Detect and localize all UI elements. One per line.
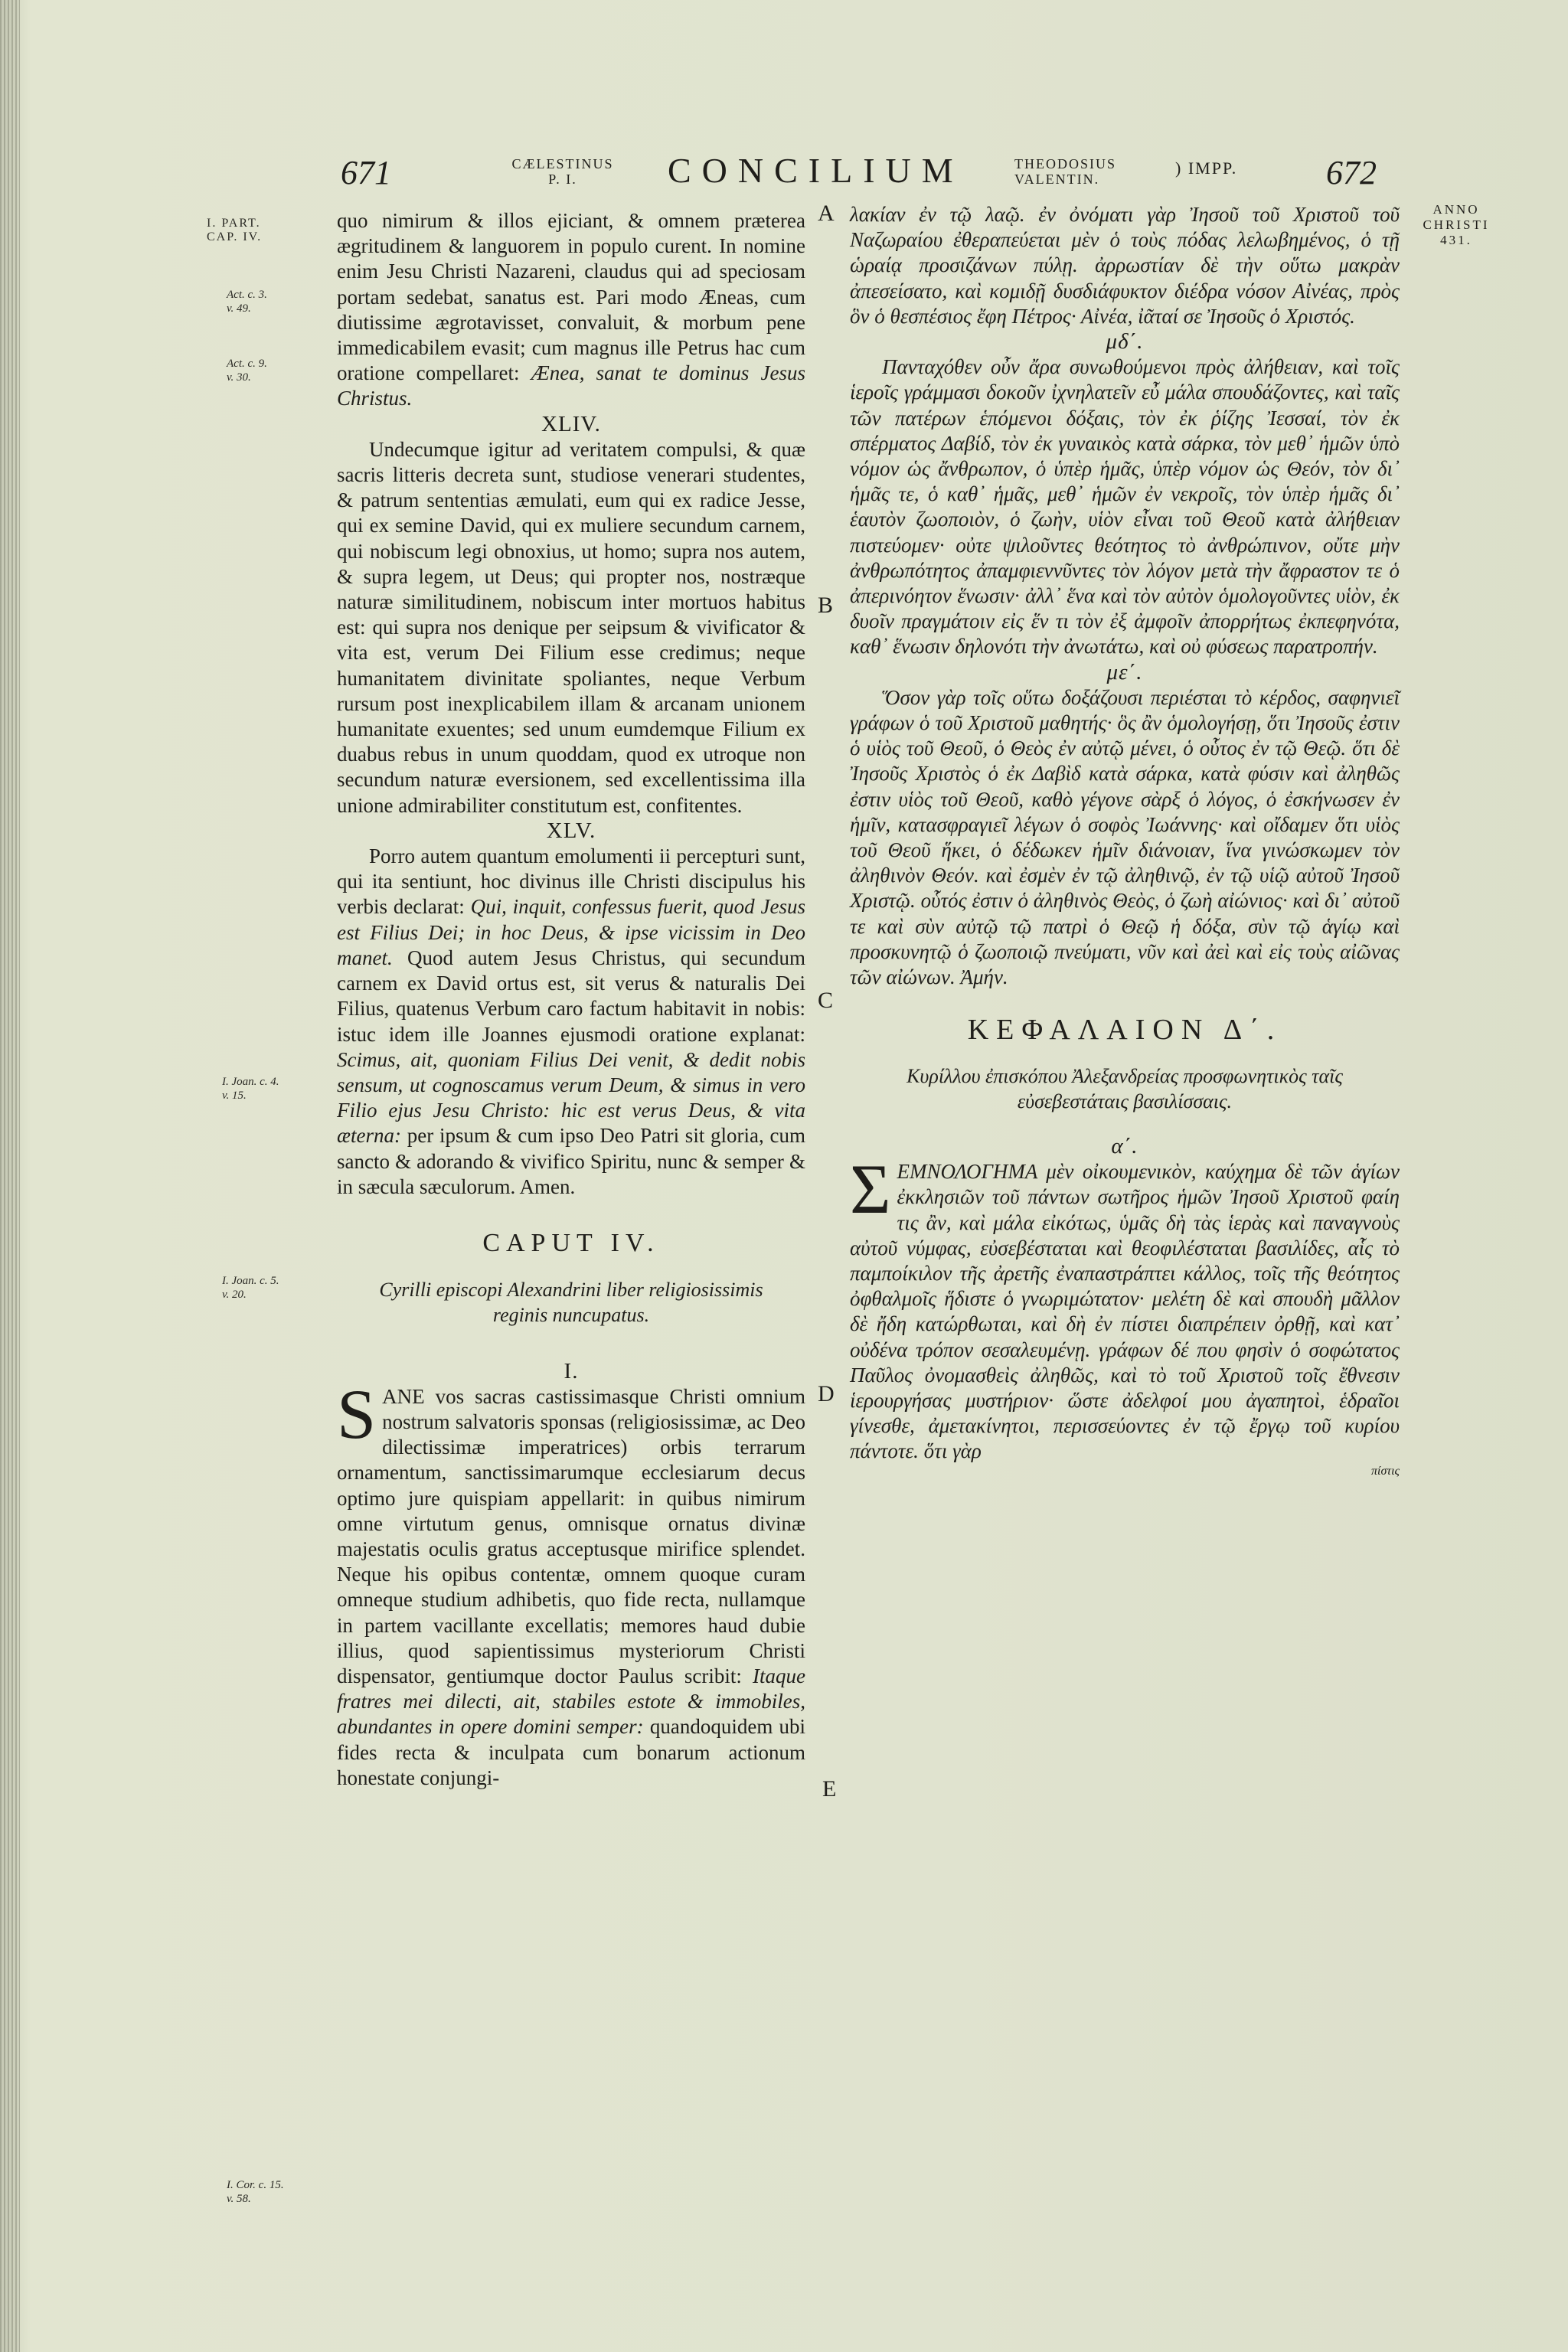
latin-chapter-subtitle: Cyrilli episcopi Alexandrini liber religiosissimis reginis nuncupatus. — [379, 1279, 763, 1327]
greek-drop-cap: Σ — [850, 1150, 891, 1229]
greek-para-4: ΣΕΜΝΟΛΟΓΗΜΑ μὲν οἰκουμενικὸν, καύχημα δὲ τῶν ἁγίων ἐκκλησιῶν τοῦ πάντων σωτῆρος ἡμῶν Ἰησοῦ Χριστοῦ φαίη τις ἂν, καὶ μάλα εἰκότως, ὑμᾶς δὴ τὰς ἱερὰς καὶ παναγνοὺς αὐτοῦ νύμφας, εὐσεβέσταται καὶ θεοφιλέσταται βασιλίδες, αἷς τὸ παμποίκιλον τῆς ἀρετῆς ἐναπαστράπτει κάλλος, τοῖς τῆς θεότητος ὀφθαλμοῖς ἥδιστε ὁ γνωριμώτατον· μελέτη δὲ καὶ σπουδὴ μᾶλλον δὲ ἤδη κατώρθωται, καὶ δὴ ἐν πίστει διαπρέπειν ὀρθῇ, καὶ κατ᾽ οὐδένα τρόπον σεσαλευμένῃ. γράφων δέ που φησὶν ὁ σοφώτατος Παῦλος ὀνομασθεὶς ἀληθῶς, καὶ τὸ τοῦ Χριστοῦ τοῖς ἔθνεσιν ἱερουργήσας μυστήριον· ὥστε ἀδελφοί μου ἀγαπητοὶ, ἑδραῖοι γίνεσθε, ἀμετακίνητοι, περισσεύοντες ἐν τῷ ἔργῳ τοῦ κυρίου πάντοτε. ὅτι γὰρ — [850, 1150, 1400, 1463]
margin-anno-christi: ANNO CHRISTI 431. — [1423, 202, 1490, 247]
greek-para-1: λακίαν ἐν τῷ λαῷ. ἐν ὀνόματι γὰρ Ἰησοῦ τοῦ Χριστοῦ τοῦ Ναζωραίου ἐθεραπεύεται μὲν ὁ τοὺς πόδας λελωβημένος, ὁ τῇ ὡραίᾳ προσιζάνων πύλῃ. ἀρρωστίαν δὲ τὴν οὕτω μακρὰν ἀπεσείσατο, καὶ κομιδῇ δυσδιάφυκτον διέδρα νόσον Αἰνέας, πρὸς ὃν ὁ θεσπέσιος ἔφη Πέτρος· Αἰνέα, ἰᾶταί σε Ἰησοῦς ὁ Χριστός. — [850, 203, 1400, 328]
running-head — [0, 150, 1568, 204]
latin-para-3: Porro autem quantum emolumenti ii percepturi sunt, qui ita sentiunt, hoc divinus ille Christi discipulus his verbis declarat: Qui, inquit, confessus fuerit, quod Jesus est Filius Dei; in hoc Deus, & ipse vicissim in Deo manet. Quod autem Jesus Christus, qui secundum carnem ex David ortus est, sit verus & naturalis Dei Filius, quatenus Verbum caro factum habitavit in nobis: istuc idem ille Joannes ejusmodi oratione explanat: Scimus, ait, quoniam Filius Dei venit, & dedit nobis sensum, ut cognoscamus verum Deum, & simus in vero Filio ejus Jesu Christo: hic est verus Deus, & vita æterna: per ipsum & cum ipso Deo Patri sit gloria, cum sancto & adorando & vivifico Spiritu, nunc & semper & in sæcula sæculorum. Amen. — [337, 844, 805, 1198]
latin-para-1: quo nimirum & illos ejiciant, & omnem præterea ægritudinem & languorem in populo curent. In nomine enim Jesu Christi Nazareni, claudus qui ad speciosam portam sedebat, sanatus est. Pari modo Æneas, cum diutissime ægrotavisset, convaluit, & morbum pene immedicabilem evasit; cum magnus ille Petrus hac cum oratione compellaret: Ænea, sanat te dominus Jesus Christus. — [337, 209, 806, 410]
header-left-small-2: P. I. — [548, 172, 577, 187]
margin-ref-1cor-15: I. Cor. c. 15. v. 58. — [227, 2179, 284, 2205]
latin-heading-45: XLV. — [546, 818, 596, 843]
header-left-small-1: CÆLESTINUS — [511, 156, 614, 172]
binding-gutter — [0, 0, 20, 2352]
header-left-small — [475, 156, 651, 187]
section-letter-c: C — [818, 988, 834, 1013]
margin-ref-1joan-5: I. Joan. c. 5. v. 20. — [222, 1275, 279, 1301]
margin-ref-1joan-4: I. Joan. c. 4. v. 15. — [222, 1076, 279, 1102]
latin-column — [337, 208, 805, 1791]
header-right-small-1: THEODOSIUS — [1014, 156, 1117, 172]
greek-column — [850, 202, 1400, 1478]
section-letter-e: E — [822, 1776, 837, 1802]
greek-heading-44: μδ΄. — [1106, 329, 1144, 354]
header-title: CONCILIUM — [668, 151, 964, 190]
greek-heading-45: με΄. — [1106, 659, 1143, 684]
section-letter-b: B — [818, 593, 834, 618]
latin-para-4: SANE vos sacras castissimasque Christi omnium nostrum salvatoris sponsas (religiosissimæ, ac Deo dilectissimæ imperatrices) orbis terrarum ornamentum, sanctissimarumque ecclesiarum decus optimo jure quispiam appellarit: in quibus nimirum omne virtutum genus, omnisque ornatus divinæ majestatis oculis gratus acceptusque mirifice splendet. Neque his opibus contentæ, omnem quoque curam omneque studium adhibetis, quo fide recta, nullamque in partem vacillante excellatis; memores haud dubie illius, quod sapientissimus mysteriorum Christi dispensator, gentiumque doctor Paulus scribit: Itaque fratres mei dilecti, ait, stabiles estote & immobiles, abundantes in opere domini semper: quandoquidem ubi fides recta & inculpata cum bonarum actionum honestate conjungi- — [337, 1374, 806, 1789]
latin-heading-1: I. — [564, 1358, 579, 1383]
greek-heading-1: α΄. — [1111, 1133, 1138, 1158]
greek-chapter-subtitle: Κυρίλλου ἐπισκόπου Ἀλεξανδρείας προσφωνητικὸς ταῖς εὐσεβεστάταις βασιλίσσαις. — [906, 1064, 1343, 1112]
header-impp: ) IMPP. — [1175, 158, 1238, 178]
latin-caput-title: CAPUT IV. — [482, 1228, 660, 1257]
greek-para-3: Ὅσον γὰρ τοῖς οὕτω δοξάζουσι περιέσται τὸ κέρδος, σαφηνιεῖ γράφων ὁ τοῦ Χριστοῦ μαθητής· ὃς ἂν ὁμολογήσῃ, ὅτι Ἰησοῦς ἐστιν ὁ υἱὸς τοῦ Θεοῦ, ὁ Θεὸς ἐν αὐτῷ μένει, ὁ οὗτος ἐν τῷ Θεῷ. ὅτι δὲ Ἰησοῦς Χριστὸς ὁ ἐκ Δαβὶδ κατὰ σάρκα, κατὰ φύσιν καὶ ἀληθῶς ἐστιν υἱὸς τοῦ Θεοῦ, καθὸ γέγονε σὰρξ ὁ λόγος, ὁ ἐσκήνωσεν ἐν ἡμῖν, κατασφραγιεῖ λέγων ὁ σοφὸς Ἰωάννης· καὶ οἴδαμεν ὅτι υἱὸς τοῦ Θεοῦ ἥκει, ὁ δέδωκεν ἡμῖν διάνοιαν, ἵνα γινώσκωμεν τὸν ἀληθινὸν Θεόν. καὶ ἐσμὲν ἐν τῷ ἀληθινῷ, ἐν τῷ υἱῷ αὐτοῦ Ἰησοῦ Χριστῷ. οὗτός ἐστιν ὁ ἀληθινὸς Θεὸς, ὁ ζωὴ αἰώνιος· καὶ δι᾽ αὐτοῦ τε καὶ σὺν αὐτῷ τῷ πατρὶ ὁ Θεῷ ἡ δόξα, σὺν τῷ ἁγίῳ καὶ προσκυνητῷ ὁ ζωοποιῷ πνεύματι, νῦν καὶ ἀεὶ καὶ εἰς τοὺς αἰῶνας τῶν αἰώνων. Ἀμήν. — [850, 685, 1400, 989]
header-right-small-2: VALENTIN. — [1014, 172, 1100, 187]
section-letter-a: A — [818, 201, 835, 226]
margin-ref-acts-9: Act. c. 9. v. 30. — [227, 358, 267, 384]
greek-catchword: πίστις — [1370, 1464, 1400, 1478]
latin-heading-44: XLIV. — [541, 411, 601, 436]
section-letter-d: D — [818, 1381, 835, 1406]
greek-chapter-title: ΚΕΦΑΛΑΙΟΝ Δ΄. — [967, 1014, 1282, 1047]
margin-ref-acts-3: Act. c. 3. v. 49. — [227, 289, 267, 315]
latin-para-2: Undecumque igitur ad veritatem compulsi, & quæ sacris litteris decreta sunt, studiose venerari studentes, & patrum sententias æmulati, eum qui ex radice Jesse, qui ex semine David, qui ex muliere secundum carnem, qui nobiscum legi obnoxius, ut homo; supra nos autem, & supra legem, ut Deus; qui propter nos, nostræque naturæ similitudinem, nobiscum inter mortuos habitus est: qui supra nos denique per seipsum & vivificator & vita est, verum Dei Filium esse credimus; neque humanitatem divinitate spoliantes, neque Verbum rursum post inexplicabilem illam & arcanam unionem humanitate exuentes; sed unum eumdemque Filium ex duabus rebus in unum quoddam, quod ex utroque non secundum naturæ eversionem, sed excellentissima illa unione admirabiliter constitutum est, confitentes. — [337, 437, 805, 817]
margin-part: I. PART. CAP. IV. — [207, 217, 263, 243]
page-number-left: 671 — [341, 154, 391, 191]
latin-drop-cap: S — [337, 1374, 377, 1453]
page-number-right: 672 — [1326, 154, 1377, 191]
header-right-small — [1014, 156, 1168, 187]
greek-para-2: Πανταχόθεν οὖν ἄρα συνωθούμενοι πρὸς ἀλήθειαν, καὶ τοῖς ἱεροῖς γράμμασι δοκοῦν ἰχνηλατεῖν εὖ μάλα σπουδάζοντες, καὶ ταῖς τῶν πατέρων ἑπόμενοι δόξαις, τὸν ἐκ ῥίζης Ἰεσσαί, τὸν ἐκ σπέρματος Δαβίδ, τὸν ἐκ γυναικὸς κατὰ σάρκα, τὸν μεθ᾽ ἡμῶν ὑπὸ νόμον ὡς ἄνθρωπον, ὁ ὑπὲρ ἡμᾶς, ὑπὲρ νόμον ὡς Θεόν, τὸν δι᾽ ἡμᾶς τε, ὁ καθ᾽ ἡμᾶς, μεθ᾽ ἡμῶν ἐν νεκροῖς, τὸν ὑπὲρ ἡμᾶς δι᾽ ἑαυτὸν ζωοποιὸν, ὁ ζωὴν, υἱὸν εἶναι τοῦ Θεοῦ κατὰ ἀλήθειαν πιστεύομεν· οὐτε ψιλοῦντες θεότητος τὸ ἀνθρώπινον, οὔτε μὴν ἀνθρωπότητος ἀπαμφιεννῦντες τὸν λόγον μετὰ τὴν ἄφραστον τε ὁ ἀπερινόητον ἕνωσιν· ἀλλ᾽ ἕνα καὶ τὸν αὐτὸν ὁμολογοῦντες υἱὸν, ἐκ δυοῖν πραγμάτοιν εἰς ἕν τι τὸν ἐξ ἀμφοῖν ἀπορρήτως ἐκπεφηνότα, καθ᾽ ἕνωσιν δηλονότι τὴν ἀνωτάτω, καὶ οὐ φύσεως παρατροπήν. — [850, 355, 1400, 658]
